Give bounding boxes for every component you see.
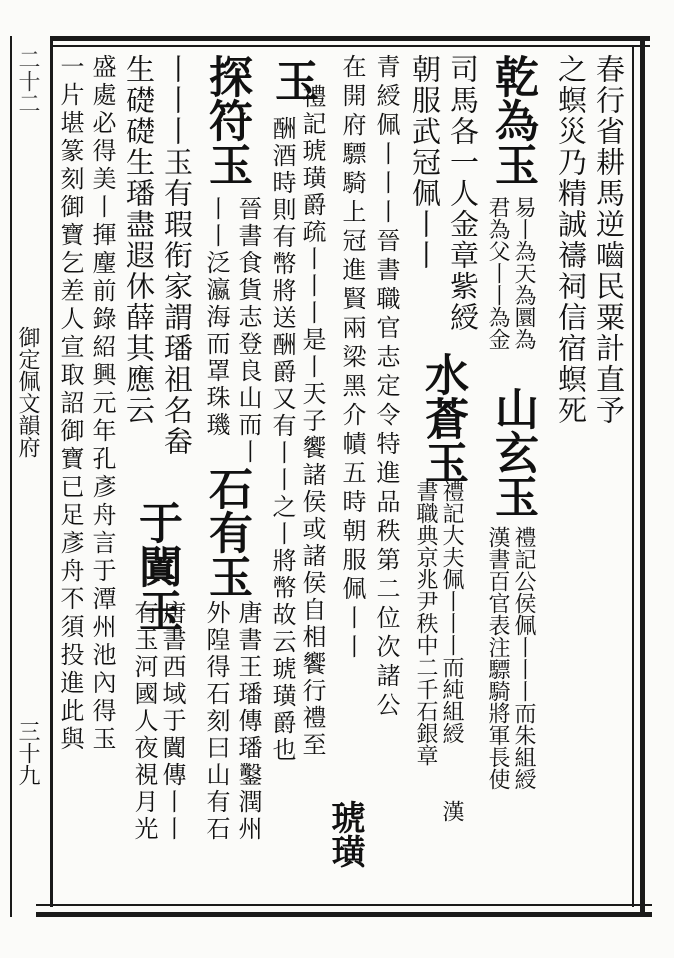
top-border bbox=[50, 36, 650, 41]
text-column: 禮記琥璜爵疏丨丨丨是丨天子饗諸侯或諸侯自相饗行禮至 bbox=[298, 84, 326, 759]
headword: 山玄玉 bbox=[487, 386, 538, 518]
bottom-border-thin bbox=[36, 904, 652, 906]
text-column: 酬酒時則有幣將送酬爵又有丨丨之丨將幣故云琥璜爵也 bbox=[268, 116, 296, 764]
headword: 于闐玉 bbox=[131, 500, 182, 632]
text-column: 唐書西域于闐傳丨丨 bbox=[158, 600, 186, 843]
running-fragment: 二十二 bbox=[15, 48, 40, 114]
book-title: 御定佩文韻府 bbox=[15, 326, 40, 458]
text-column: 有玉河國人夜視月光 bbox=[130, 600, 158, 843]
text-column: 之螟災乃精誠禱祠信宿螟死 bbox=[554, 54, 588, 426]
text-column: 在開府驃騎上冠進賢兩梁黑介幘五時朝服佩丨丨 bbox=[338, 54, 366, 663]
text-column: 春行省耕馬逆嚙民粟計直予 bbox=[592, 54, 626, 426]
headword: 水蒼玉 bbox=[417, 352, 468, 484]
text-column: 盛處必得美丨揮麈前錄紹興元年孔彥舟言于潭州池內得玉 bbox=[88, 54, 116, 754]
text-column: 朝服武冠佩丨丨 bbox=[408, 54, 442, 271]
text-column: 唐書王璠傳璠鑿潤州 bbox=[234, 600, 262, 843]
text-column: 青綬佩丨丨丨晉書職官志定令特進品秩第二位次諸公 bbox=[372, 54, 400, 721]
headword: 探符玉 bbox=[201, 54, 252, 186]
right-border-thin bbox=[632, 45, 634, 907]
bottom-border bbox=[36, 912, 652, 917]
text-column: 漢書百官表注驃騎將軍長使 bbox=[485, 526, 510, 790]
headword: 乾為玉 bbox=[487, 54, 538, 186]
text-column: 外隍得石刻曰山有石 bbox=[202, 600, 230, 843]
right-border bbox=[640, 36, 645, 917]
headword: 琥璜 bbox=[325, 800, 365, 868]
text-column: 丨丨泛瀛海而罩珠璣 bbox=[202, 196, 230, 439]
text-column: 晉書食貨志登良山而丨 bbox=[234, 196, 262, 466]
text-column: 禮記大夫佩丨丨丨而純組綬 bbox=[439, 480, 464, 744]
text-column: 書職典京兆尹秩中二千石銀章 bbox=[413, 480, 438, 766]
text-column: 生礎礎生璠盡遐休薛其應云 bbox=[122, 54, 156, 426]
text-column: 易丨為天為圜為 bbox=[511, 196, 536, 350]
text-column: 丨丨丨玉有瑕衔家謂璠祖名畚 bbox=[160, 54, 194, 457]
top-border-thin bbox=[50, 45, 650, 47]
left-border bbox=[50, 36, 53, 907]
headword: 石有玉 bbox=[201, 466, 252, 598]
text-column: 漢 bbox=[439, 800, 464, 822]
margin-border bbox=[10, 36, 12, 917]
headword: 玉 bbox=[267, 58, 318, 102]
text-column: 禮記公侯佩丨丨丨而朱組綬 bbox=[511, 526, 536, 790]
page-number: 三十九 bbox=[15, 720, 40, 786]
text-column: 君為父丨丨為金 bbox=[485, 196, 510, 350]
text-column: 一片堪篆刻御寶乞差人宣取詔御寶已足彥舟不須投進此與 bbox=[56, 54, 84, 754]
text-column: 司馬各一人金章紫綬 bbox=[446, 54, 480, 333]
